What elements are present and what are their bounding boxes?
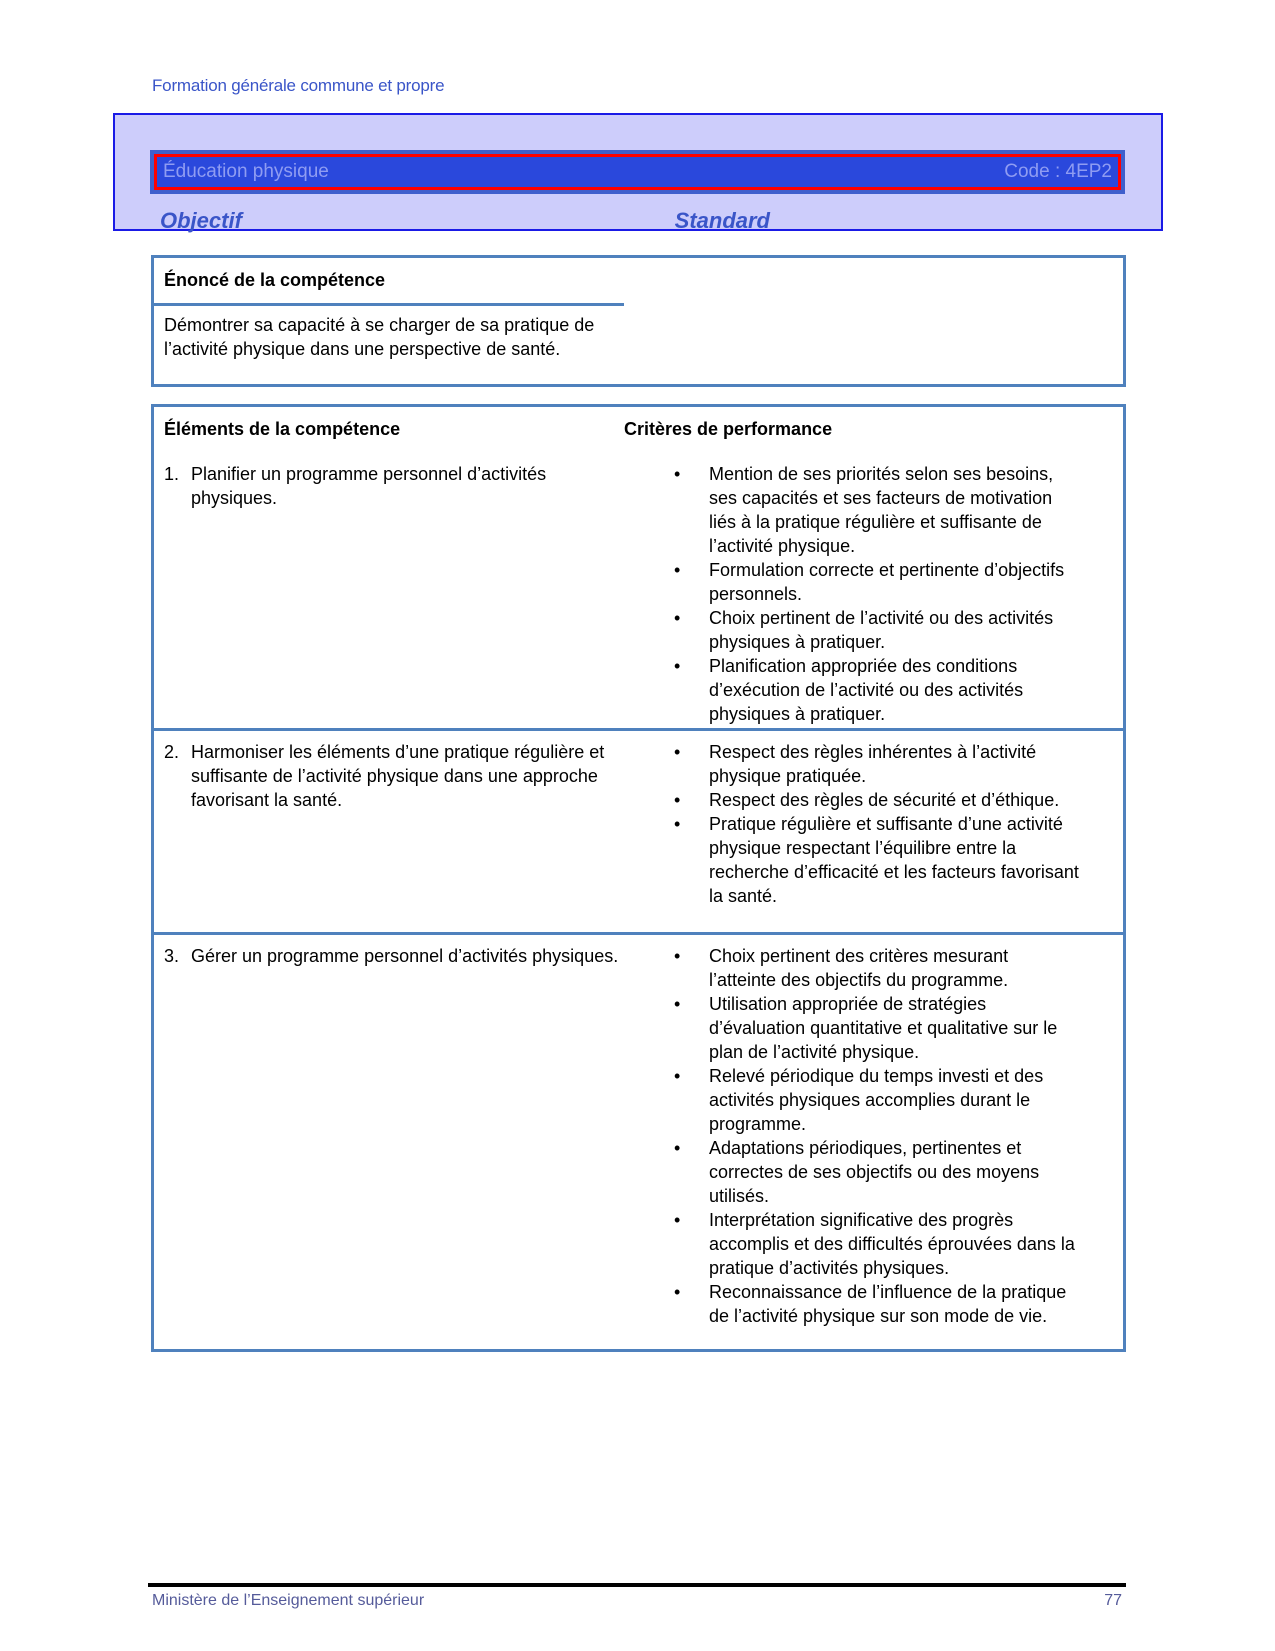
criterion-text: Choix pertinent des critères mesurant l’atteinte des objectifs du programme.: [709, 946, 1009, 990]
criterion-text: Mention de ses priorités selon ses besoins, ses capacités et ses facteurs de motivation liés à la pratique régulière et suffisante de l’activité physique.: [709, 464, 1054, 556]
element-row: [154, 932, 1123, 1353]
element-number: 2.: [164, 742, 180, 762]
criterion-item: [674, 1064, 1079, 1136]
criterion-item: [674, 1136, 1079, 1208]
bullet-icon: •: [674, 1210, 681, 1230]
course-title-bar: [150, 150, 1125, 194]
bullet-icon: •: [674, 790, 681, 810]
footer-ministry: Ministère de l’Enseignement supérieur: [152, 1592, 425, 1609]
criterion-item: [674, 1280, 1079, 1328]
criterion-text: Respect des règles inhérentes à l’activité physique pratiquée.: [709, 742, 1037, 786]
bullet-icon: •: [674, 560, 681, 580]
enonce-table: [151, 255, 1126, 387]
criterion-text: Adaptations périodiques, pertinentes et correctes de ses objectifs ou des moyens utilisés.: [709, 1138, 1040, 1206]
criteria-heading: Critères de performance: [624, 419, 833, 439]
bullet-icon: •: [674, 994, 681, 1014]
criterion-item: [674, 606, 1079, 654]
element-cell: [164, 944, 634, 968]
criterion-text: Interprétation significative des progrès accomplis et des difficultés éprouvées dans la pratique d’activités physiques.: [709, 1210, 1075, 1278]
criterion-text: Respect des règles de sécurité et d’éthique.: [709, 790, 1060, 810]
enonce-body-row: [154, 303, 624, 361]
criterion-item: [674, 462, 1079, 558]
element-cell: [164, 740, 634, 812]
bullet-icon: •: [674, 464, 681, 484]
running-head: Formation générale commune et propre: [152, 76, 445, 95]
element-label: Gérer un programme personnel d’activités physiques.: [191, 946, 619, 966]
criteria-cell: [674, 462, 1079, 726]
elements-rows: [154, 453, 1123, 1353]
criterion-item: [674, 558, 1079, 606]
bullet-icon: •: [674, 656, 681, 676]
bullet-icon: •: [674, 1138, 681, 1158]
element-number: 1.: [164, 464, 180, 484]
enonce-heading: Énoncé de la compétence: [164, 270, 386, 290]
criterion-item: [674, 1208, 1079, 1280]
elements-table: [151, 404, 1126, 1352]
footer-rule: [148, 1583, 1126, 1587]
bullet-icon: •: [674, 1282, 681, 1302]
course-title-bar-inner: [154, 154, 1121, 190]
criterion-item: [674, 992, 1079, 1064]
criterion-item: [674, 788, 1079, 812]
course-code: Code : 4EP2: [1004, 161, 1112, 182]
elements-heading: Éléments de la compétence: [164, 419, 401, 439]
criterion-text: Planification appropriée des conditions d’exécution de l’activité ou des activités physiques à pratiquer.: [709, 656, 1024, 724]
element-row: [154, 453, 1123, 728]
criterion-text: Choix pertinent de l’activité ou des activités physiques à pratiquer.: [709, 608, 1054, 652]
criterion-item: [674, 944, 1079, 992]
element-number: 3.: [164, 946, 180, 966]
criterion-text: Reconnaissance de l’influence de la pratique de l’activité physique sur son mode de vie.: [709, 1282, 1067, 1326]
bullet-icon: •: [674, 814, 681, 834]
page-number: 77: [1104, 1592, 1122, 1609]
criterion-text: Utilisation appropriée de stratégies d’évaluation quantitative et qualitative sur le plan de l’activité physique.: [709, 994, 1058, 1062]
criterion-item: [674, 740, 1079, 788]
criterion-text: Formulation correcte et pertinente d’objectifs personnels.: [709, 560, 1065, 604]
enonce-text: Démontrer sa capacité à se charger de sa pratique de l’activité physique dans une perspective de santé.: [164, 315, 595, 359]
bullet-icon: •: [674, 946, 681, 966]
criteria-cell: [674, 740, 1079, 908]
element-label: Planifier un programme personnel d’activités physiques.: [191, 464, 547, 508]
element-row: [154, 728, 1123, 932]
course-title: Éducation physique: [163, 161, 329, 182]
criterion-text: Relevé périodique du temps investi et des activités physiques accomplies durant le programme.: [709, 1066, 1044, 1134]
standard-label: Standard: [674, 208, 770, 233]
criterion-item: [674, 654, 1079, 726]
objective-label: Objectif: [160, 208, 242, 233]
element-cell: [164, 462, 634, 510]
element-label: Harmoniser les éléments d’une pratique régulière et suffisante de l’activité physique dans une approche favorisant la santé.: [191, 742, 605, 810]
bullet-icon: •: [674, 608, 681, 628]
bullet-icon: •: [674, 742, 681, 762]
footer: [152, 1592, 1122, 1610]
bullet-icon: •: [674, 1066, 681, 1086]
objective-standard-row: [160, 208, 770, 238]
enonce-heading-row: [154, 258, 1123, 303]
criterion-text: Pratique régulière et suffisante d’une activité physique respectant l’équilibre entre la recherche d’efficacité et les facteurs favorisant la santé.: [709, 814, 1079, 906]
elements-heading-row: [154, 407, 1123, 453]
criterion-item: [674, 812, 1079, 908]
criteria-cell: [674, 944, 1079, 1328]
